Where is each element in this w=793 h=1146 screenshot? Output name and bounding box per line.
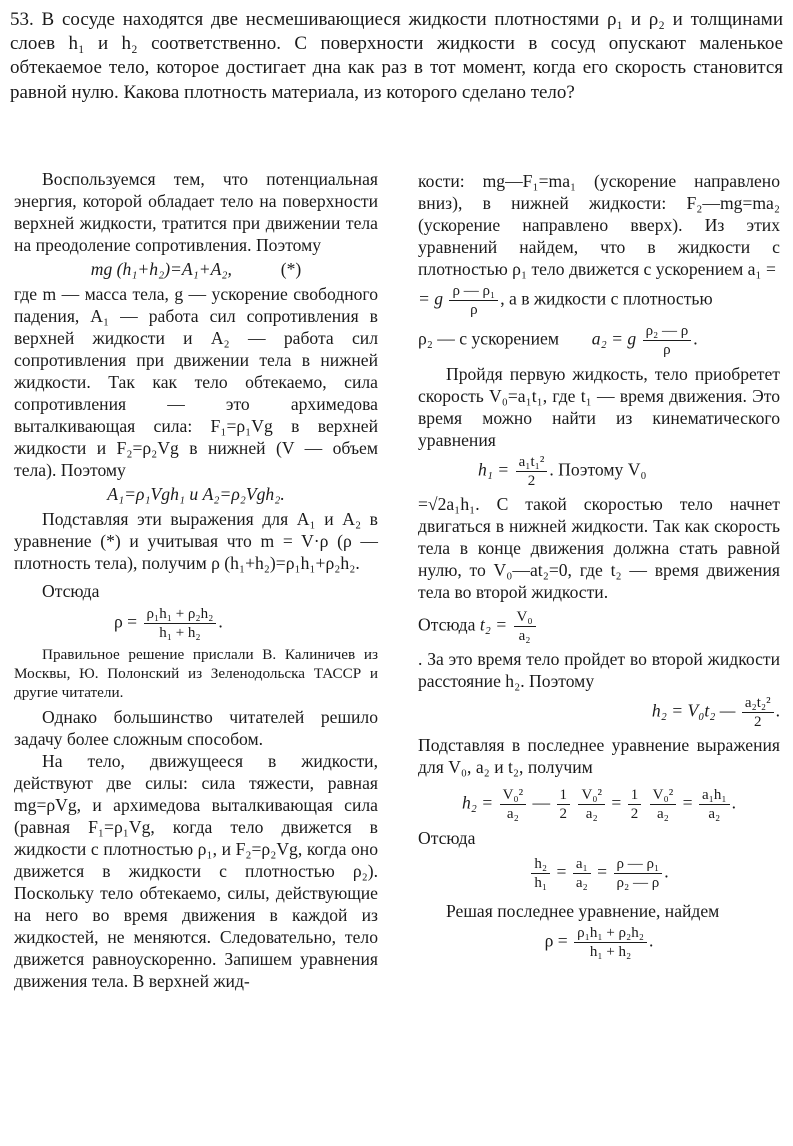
fraction <box>742 694 774 731</box>
equation-final <box>418 924 780 961</box>
equation-density-result <box>14 605 378 642</box>
fraction <box>643 322 692 359</box>
fraction <box>650 786 677 823</box>
solution-paragraph: Подставляя в последнее уравнение выражения для V₀, a₂ и t₂, получим <box>418 735 780 777</box>
fraction-numerator: V₀² <box>650 786 677 805</box>
fraction-numerator: ρ₂ — ρ <box>643 322 692 341</box>
fraction-denominator: ρ <box>663 342 671 358</box>
equation-lhs: h₂ = <box>461 792 494 813</box>
equation-lhs: = g <box>418 288 444 309</box>
equation-h1 <box>418 453 780 490</box>
equation-lhs: ρ = <box>114 611 138 632</box>
fraction-numerator: 1 <box>557 786 571 805</box>
fraction-denominator: a₂ <box>585 806 598 822</box>
fraction-numerator: V₀² <box>500 786 527 805</box>
solution-paragraph: . За это время тело пройдет во второй жидкости расстояние h₂. Поэтому <box>418 649 780 691</box>
left-column <box>14 168 378 992</box>
operator: = <box>597 861 608 882</box>
solution-paragraph: Пройдя первую жидкость, тело приобретет скорость V₀=a₁t₁, где t₁ — время движения. Это время можно найти из кинематического уравнения <box>418 364 780 450</box>
equation-a1 <box>418 282 780 319</box>
fraction <box>500 786 527 823</box>
fraction <box>614 855 663 892</box>
equation-lhs: h₂ = V₀t₂ — <box>651 700 736 721</box>
fraction-denominator: a₂ <box>506 806 519 822</box>
fraction-denominator: a₂ <box>575 875 588 891</box>
fraction-denominator: ρ₂ — ρ <box>616 875 660 891</box>
credit-note: Правильное решение прислали В. Калиничев из Москвы, Ю. Полонский из Зеленодольска ТАССР и другие читатели. <box>14 646 378 701</box>
fraction <box>531 855 550 892</box>
equation-lhs: t₂ = <box>479 614 508 635</box>
fraction-numerator: V₀ <box>514 608 536 627</box>
equation-tag: (*) <box>280 259 302 279</box>
fraction-denominator: a₂ <box>657 806 669 822</box>
equation-end: . <box>218 611 223 632</box>
fraction-denominator: ρ <box>470 302 478 318</box>
solution-paragraph: Подставляя эти выражения для A₁ и A₂ в уравнение (*) и учитывая что m = V·ρ (ρ — плотность тела), получим ρ (h₁+h₂)=ρ₁h₁+ρ₂h₂. <box>14 509 378 573</box>
solution-paragraph: Однако большинство читателей решило задачу более сложным способом. <box>14 707 378 749</box>
equation-end: . <box>731 792 737 813</box>
solution-paragraph: Решая последнее уравнение, найдем <box>446 901 720 921</box>
equation-density <box>14 580 378 602</box>
equation-energy <box>14 258 378 280</box>
fraction-denominator: 2 <box>630 806 639 822</box>
fraction-numerator: ρ — ρ₁ <box>449 282 498 301</box>
lead-word: Отсюда <box>42 581 100 601</box>
equation-work <box>14 483 378 505</box>
fraction-denominator: 2 <box>527 473 536 489</box>
equation-lhs: h₁ = <box>478 459 510 480</box>
fraction <box>699 786 730 823</box>
fraction-numerator: h₂ <box>531 855 550 874</box>
right-column <box>418 170 780 964</box>
fraction <box>578 786 605 823</box>
fraction <box>574 924 647 961</box>
fraction-denominator: h₁ + h₂ <box>159 625 201 641</box>
fraction-numerator: a₁h₁ <box>699 786 730 805</box>
equation-h2 <box>418 694 780 731</box>
fraction-denominator: h₁ <box>534 875 548 891</box>
operator: = <box>556 861 567 882</box>
problem-statement: 53. В сосуде находятся две несмешивающиеся жидкости плотностями ρ₁ и ρ₂ и толщинами слоев h₁ и h₂ соответственно. С поверхности жидкости в сосуд опускают маленькое обтекаемое тело, которое достигает дна как раз в тот момент, когда его скорость становится равной нулю. Какова плотность материала, из которого сделано тело? <box>10 9 783 103</box>
equation-tail: , а в жидкости с плотностью <box>500 288 713 309</box>
fraction-numerator: a₁ <box>573 855 591 874</box>
fraction-denominator: 2 <box>559 806 568 822</box>
fraction-numerator: a₂t₂² <box>742 694 774 713</box>
equation-tail: . Поэтому V₀ <box>549 459 647 480</box>
equation-text: mg (h₁+h₂)=A₁+A₂, <box>90 259 232 279</box>
fraction-denominator: 2 <box>753 714 762 730</box>
fraction-numerator: ρ₁h₁ + ρ₂h₂ <box>574 924 647 943</box>
solution-paragraph: где m — масса тела, g — ускорение свободного падения, A₁ — работа сил сопротивления в верхней жидкости и A₂ — работа сил сопротивления при движении тела в нижней жидкости. Так как тело обтекаемо, сила сопротивления — это архимедова выталкивающая сила: F₁=ρ₁Vg в верхней жидкости и F₂=ρ₂Vg в нижней (V — объем тела). Поэтому <box>14 284 378 480</box>
fraction <box>573 855 591 892</box>
equation-lhs: a₂ = g <box>591 328 637 349</box>
solution-paragraph: Воспользуемся тем, что потенциальная энергия, которой обладает тело на поверхности верхней жидкости, тратится при движении тела на преодоление сопротивления. Поэтому <box>14 169 378 255</box>
equation-lead: ρ₂ — с ускорением <box>418 328 559 349</box>
equation-ratio <box>418 855 780 892</box>
solution-paragraph: кости: mg—F₁=ma₁ (ускорение направлено вниз), в нижней жидкости: F₂—mg=ma₂ (ускорение направлено вверх). Из этих уравнений найдем, что в жидкости с плотностью ρ₁ тело движется с ускорением a₁ = <box>418 171 780 279</box>
equation-end: . <box>775 700 780 721</box>
equation-end: . <box>693 328 698 349</box>
fraction <box>514 608 536 645</box>
fraction-numerator: ρ₁h₁ + ρ₂h₂ <box>144 605 217 624</box>
fraction <box>449 282 498 319</box>
equation-substitution <box>418 786 780 823</box>
solution-paragraph: На тело, движущееся в жидкости, действуют две силы: сила тяжести, равная mg=ρVg, и архимедова выталкивающая сила (равная F₁=ρ₁Vg, когда тело движется в жидкости с плотностью ρ₁, и F₂=ρ₂Vg, когда оно движется в жидкости с плотностью ρ₂). Поскольку тело обтекаемо, силы, действующие на него во время движения в каждой из жидкостей, не меняются. Следовательно, тело движется равноускоренно. Запишем уравнения движения тела. В верхней жид- <box>14 751 378 991</box>
equation-a2 <box>418 322 780 359</box>
fraction-numerator: a₁t₁² <box>516 453 548 472</box>
fraction-denominator: h₁ + h₂ <box>589 944 632 960</box>
equation-lhs: ρ = <box>544 930 568 951</box>
fraction-numerator: 1 <box>628 786 642 805</box>
fraction-denominator: a₂ <box>518 628 531 644</box>
fraction-denominator: a₂ <box>708 806 721 822</box>
fraction-numerator: V₀² <box>578 786 605 805</box>
equation-end: . <box>648 930 654 951</box>
fraction <box>144 605 217 642</box>
equation-end: . <box>664 861 669 882</box>
fraction <box>557 786 571 823</box>
equation-text: A₁=ρ₁Vgh₁ и A₂=ρ₂Vgh₂. <box>107 484 285 504</box>
fraction <box>516 453 548 490</box>
fraction-numerator: ρ — ρ₁ <box>614 855 663 874</box>
lead-word: Отсюда <box>418 828 476 848</box>
operator: = <box>611 792 622 813</box>
lead-word: Отсюда <box>418 614 476 635</box>
equation-t2 <box>418 608 780 645</box>
operator: — <box>532 792 551 813</box>
fraction <box>628 786 642 823</box>
solution-paragraph: =√2a₁h₁. С такой скоростью тело начнет двигаться в нижней жидкости. Так как скорость тела в конце движения должна стать равной нулю, то V₀—at₂=0, где t₂ — время движения тела во второй жидкости. <box>418 494 780 602</box>
operator: = <box>682 792 693 813</box>
